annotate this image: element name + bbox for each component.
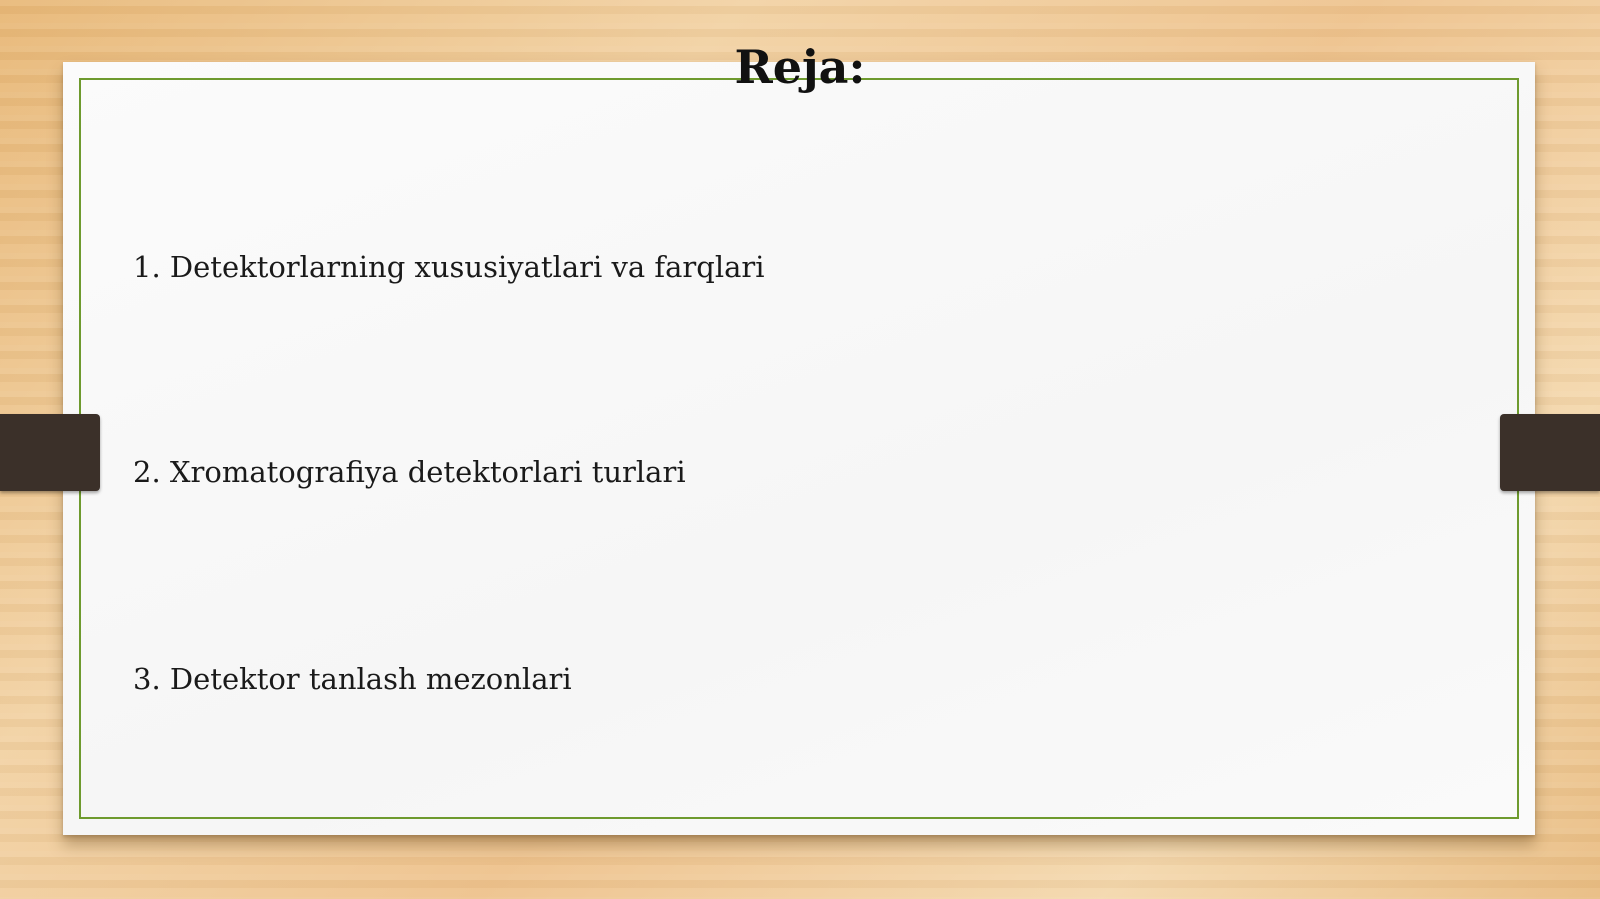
slide-title: Reja: bbox=[734, 40, 866, 94]
plan-item: 2. Xromatografiya detektorlari turlari bbox=[133, 455, 686, 489]
plan-item: 1. Detektorlarning xususiyatlari va farqlari bbox=[133, 250, 765, 284]
right-clip-tab bbox=[1500, 414, 1600, 491]
slide-border bbox=[79, 78, 1519, 819]
slide-card bbox=[63, 62, 1535, 835]
plan-item: 3. Detektor tanlash mezonlari bbox=[133, 662, 572, 696]
left-clip-tab bbox=[0, 414, 100, 491]
